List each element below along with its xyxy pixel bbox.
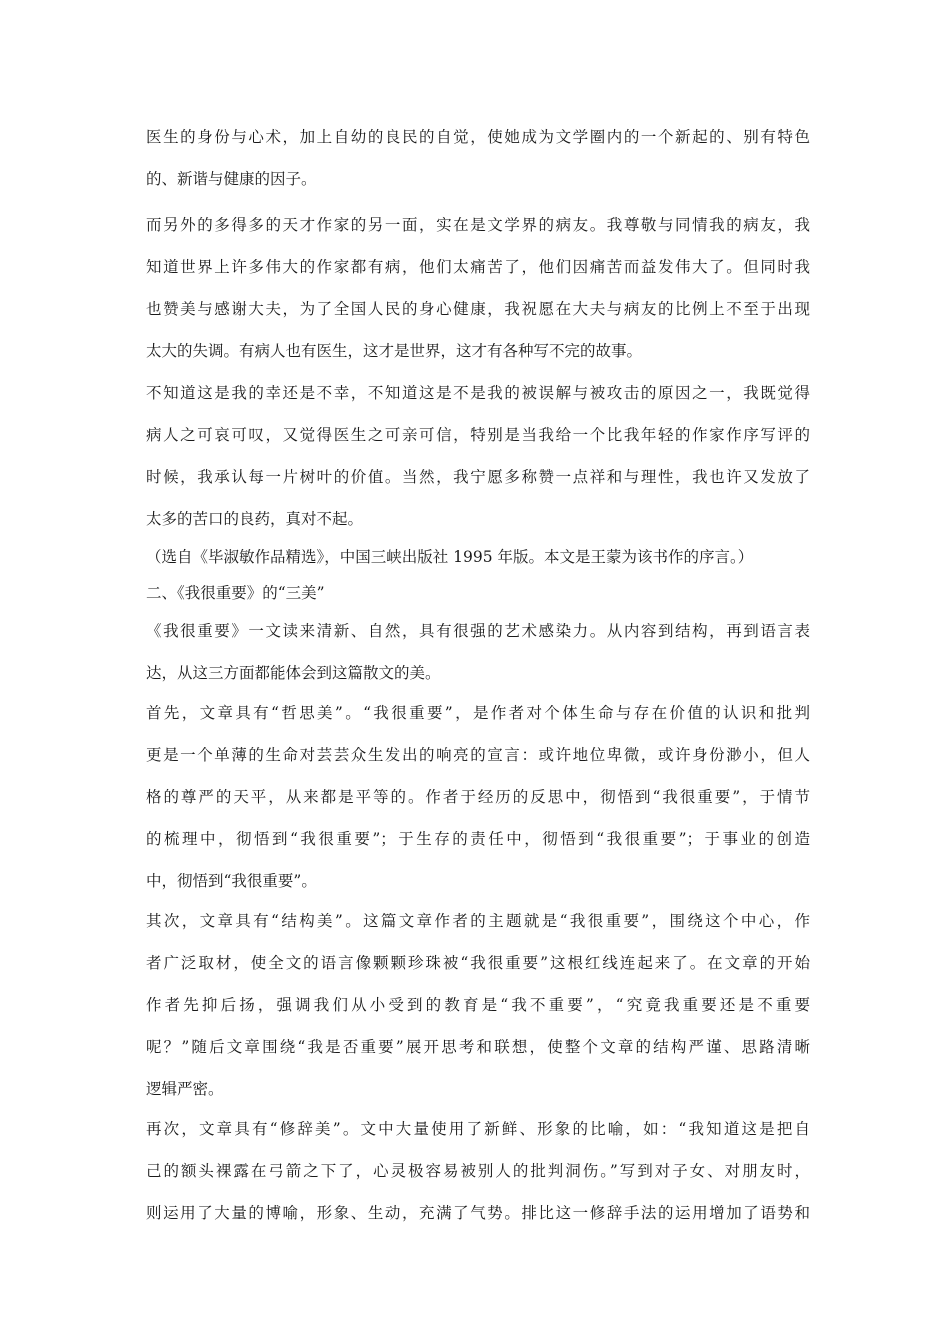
text-line: 《我很重要》一文读来清新、自然，具有很强的艺术感染力。从内容到结构，再到语言表 — [146, 622, 810, 640]
text-line: 的梳理中，彻悟到“我很重要”；于生存的责任中，彻悟到“我很重要”；于事业的创造 — [146, 830, 810, 848]
text-line: 再次，文章具有“修辞美”。文中大量使用了新鲜、形象的比喻，如：“我知道这是把自 — [146, 1120, 810, 1138]
section-heading: 二、《我很重要》的“三美” — [146, 584, 325, 602]
text-line: 作者先抑后扬，强调我们从小受到的教育是“我不重要”，“究竟我重要还是不重要 — [146, 996, 810, 1014]
text-line: 者广泛取材，使全文的语言像颗颗珍珠被“我很重要”这根红线连起来了。在文章的开始 — [146, 954, 810, 972]
text-line: 知道世界上许多伟大的作家都有病，他们太痛苦了，他们因痛苦而益发伟大了。但同时我 — [146, 258, 810, 276]
text-line: 首先，文章具有“哲思美”。“我很重要”，是作者对个体生命与存在价值的认识和批判 — [146, 704, 810, 722]
text-line: 更是一个单薄的生命对芸芸众生发出的响亮的宣言：或许地位卑微，或许身份渺小，但人 — [146, 746, 810, 764]
text-line: 则运用了大量的博喻，形象、生动，充满了气势。排比这一修辞手法的运用增加了语势和 — [146, 1204, 810, 1222]
text-line: 达，从这三方面都能体会到这篇散文的美。 — [146, 664, 441, 682]
text-line: 格的尊严的天平，从来都是平等的。作者于经历的反思中，彻悟到“我很重要”，于情节 — [146, 788, 810, 806]
text-line: 病人之可哀可叹，又觉得医生之可亲可信，特别是当我给一个比我年轻的作家作序写评的 — [146, 426, 810, 444]
text-line: 呢？”随后文章围绕“我是否重要”展开思考和联想，使整个文章的结构严谨、思路清晰 — [146, 1038, 810, 1056]
text-line: 医生的身份与心术，加上自幼的良民的自觉，使她成为文学圈内的一个新起的、别有特色 — [146, 128, 810, 146]
text-line: 不知道这是我的幸还是不幸，不知道这是不是我的被误解与被攻击的原因之一，我既觉得 — [146, 384, 810, 402]
text-line: 也赞美与感谢大夫，为了全国人民的身心健康，我祝愿在大夫与病友的比例上不至于出现 — [146, 300, 810, 318]
text-line: 而另外的多得多的天才作家的另一面，实在是文学界的病友。我尊敬与同情我的病友，我 — [146, 216, 810, 234]
text-line: 中，彻悟到“我很重要”。 — [146, 872, 317, 890]
text-line: 太多的苦口的良药，真对不起。 — [146, 510, 364, 528]
text-line: 时候，我承认每一片树叶的价值。当然，我宁愿多称赞一点祥和与理性，我也许又发放了 — [146, 468, 810, 486]
text-line: 太大的失调。有病人也有医生，这才是世界，这才有各种写不完的故事。 — [146, 342, 643, 360]
text-line: 其次，文章具有“结构美”。这篇文章作者的主题就是“我很重要”，围绕这个中心，作 — [146, 912, 810, 930]
source-note: （选自《毕淑敏作品精选》，中国三峡出版社 1995 年版。本文是王蒙为该书作的序言。） — [146, 548, 754, 566]
text-line: 的、新谐与健康的因子。 — [146, 170, 317, 188]
text-line: 逻辑严密。 — [146, 1080, 224, 1098]
text-line: 己的额头裸露在弓箭之下了，心灵极容易被别人的批判洞伤。”写到对子女、对朋友时， — [146, 1162, 810, 1180]
